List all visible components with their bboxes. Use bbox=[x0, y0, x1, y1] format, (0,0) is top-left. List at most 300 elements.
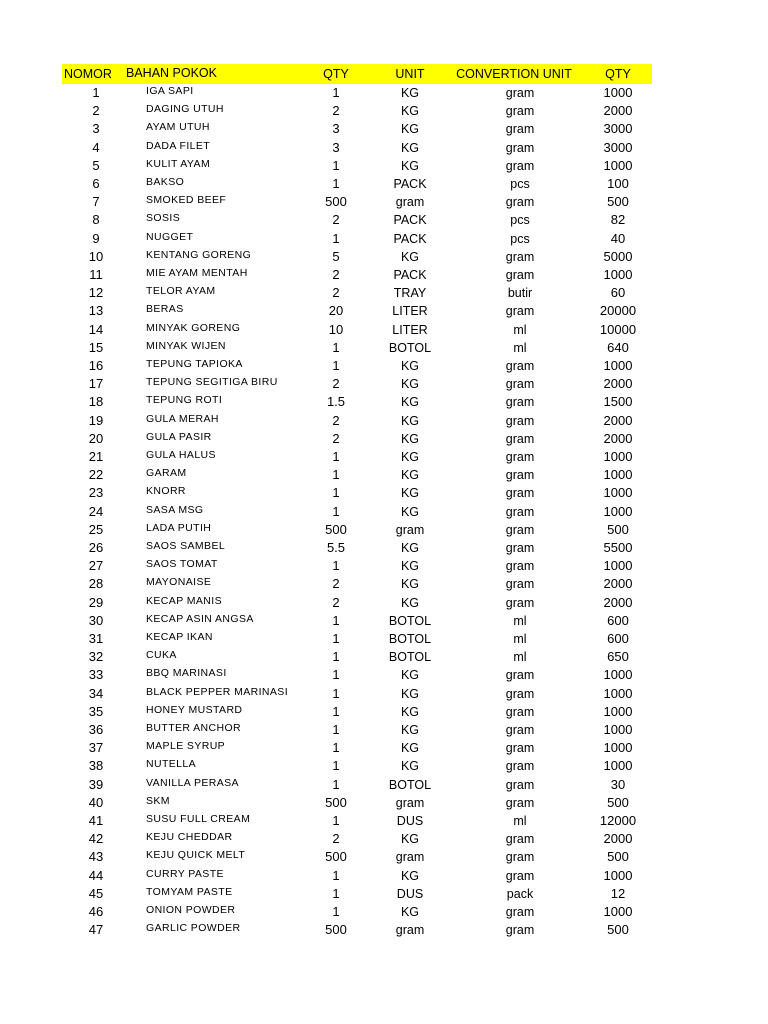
row-qty-converted: 2000 bbox=[603, 430, 633, 446]
row-qty: 1 bbox=[332, 667, 340, 683]
row-unit: KG bbox=[400, 595, 420, 610]
row-unit: KG bbox=[400, 504, 420, 519]
table-row bbox=[0, 757, 768, 775]
table-row bbox=[0, 557, 768, 575]
row-number: 36 bbox=[88, 722, 104, 737]
row-number: 10 bbox=[88, 248, 104, 264]
row-qty: 1 bbox=[332, 558, 340, 574]
row-number: 47 bbox=[88, 922, 104, 938]
row-qty-converted: 650 bbox=[607, 649, 629, 665]
row-number: 30 bbox=[88, 612, 104, 628]
row-item-name: NUTELLA bbox=[146, 758, 197, 771]
row-convertion-unit: ml bbox=[513, 632, 527, 646]
row-qty-converted: 1000 bbox=[603, 503, 633, 519]
row-convertion-unit: ml bbox=[513, 650, 527, 665]
row-number: 37 bbox=[88, 740, 104, 756]
row-unit: KG bbox=[400, 541, 420, 555]
row-item-name: SAOS SAMBEL bbox=[146, 540, 226, 552]
row-qty: 2 bbox=[332, 103, 340, 119]
header-qty: QTY bbox=[323, 67, 349, 81]
row-qty: 1 bbox=[332, 503, 340, 519]
header-unit: UNIT bbox=[395, 67, 425, 81]
row-convertion-unit: gram bbox=[505, 268, 535, 282]
row-unit: BOTOL bbox=[388, 632, 432, 646]
row-qty-converted: 60 bbox=[610, 285, 626, 301]
table-row bbox=[0, 448, 768, 466]
row-qty: 1 bbox=[332, 904, 340, 919]
row-unit: BOTOL bbox=[388, 650, 432, 665]
table-row bbox=[0, 339, 768, 357]
row-qty: 2 bbox=[332, 576, 340, 592]
row-qty-converted: 12000 bbox=[599, 813, 637, 828]
row-unit: KG bbox=[400, 122, 420, 137]
header-bahan-pokok: BAHAN POKOK bbox=[126, 66, 217, 80]
row-convertion-unit: gram bbox=[505, 431, 535, 446]
row-convertion-unit: butir bbox=[507, 286, 533, 301]
row-item-name: DAGING UTUH bbox=[146, 103, 224, 116]
row-number: 4 bbox=[92, 139, 100, 155]
table-row bbox=[0, 302, 768, 320]
row-item-name: SUSU FULL CREAM bbox=[146, 813, 251, 825]
row-qty: 500 bbox=[325, 194, 347, 210]
row-convertion-unit: gram bbox=[505, 486, 535, 501]
row-qty-converted: 2000 bbox=[603, 594, 633, 610]
row-number: 12 bbox=[88, 285, 104, 301]
header-row bbox=[62, 64, 652, 84]
row-qty-converted: 1000 bbox=[603, 467, 633, 483]
table-row bbox=[0, 539, 768, 557]
row-convertion-unit: gram bbox=[505, 577, 535, 592]
row-item-name: IGA SAPI bbox=[146, 85, 194, 97]
row-number: 38 bbox=[88, 758, 104, 774]
row-convertion-unit: gram bbox=[505, 504, 535, 519]
row-item-name: MINYAK WIJEN bbox=[146, 339, 226, 352]
row-convertion-unit: gram bbox=[505, 777, 535, 792]
row-number: 31 bbox=[88, 631, 104, 646]
row-number: 21 bbox=[88, 449, 104, 464]
row-number: 39 bbox=[88, 776, 104, 792]
row-qty-converted: 2000 bbox=[603, 576, 633, 592]
row-qty: 1 bbox=[332, 685, 340, 701]
row-qty-converted: 600 bbox=[607, 631, 629, 646]
row-convertion-unit: gram bbox=[505, 850, 535, 865]
row-qty-converted: 1000 bbox=[603, 558, 633, 574]
row-qty: 1 bbox=[332, 230, 340, 246]
row-qty: 1 bbox=[332, 649, 340, 665]
row-item-name: AYAM UTUH bbox=[146, 121, 210, 134]
row-unit: KG bbox=[400, 450, 420, 464]
row-qty-converted: 1000 bbox=[603, 685, 633, 701]
row-unit: KG bbox=[400, 86, 420, 100]
table-row bbox=[0, 739, 768, 757]
row-unit: KG bbox=[400, 486, 420, 501]
row-convertion-unit: gram bbox=[505, 359, 535, 373]
row-number: 20 bbox=[88, 430, 104, 446]
row-unit: KG bbox=[400, 140, 420, 155]
row-item-name: BUTTER ANCHOR bbox=[146, 722, 242, 734]
row-qty: 1 bbox=[332, 358, 340, 373]
row-unit: KG bbox=[400, 104, 420, 119]
table-row bbox=[0, 648, 768, 666]
row-qty: 1 bbox=[332, 157, 340, 173]
row-qty: 500 bbox=[325, 849, 347, 865]
row-unit: KG bbox=[400, 413, 420, 428]
row-qty: 1 bbox=[332, 703, 340, 719]
row-qty-converted: 3000 bbox=[603, 121, 633, 137]
row-convertion-unit: gram bbox=[505, 122, 535, 137]
row-item-name: TEPUNG TAPIOKA bbox=[146, 358, 243, 370]
row-qty: 500 bbox=[325, 922, 347, 938]
row-unit: KG bbox=[400, 686, 420, 701]
row-qty-converted: 1000 bbox=[603, 722, 633, 737]
row-number: 28 bbox=[88, 576, 104, 592]
row-unit: KG bbox=[400, 723, 420, 737]
row-qty-converted: 600 bbox=[607, 612, 629, 628]
table-row bbox=[0, 193, 768, 211]
row-convertion-unit: pack bbox=[506, 886, 534, 901]
row-qty: 1 bbox=[332, 467, 340, 483]
row-number: 3 bbox=[92, 121, 100, 137]
table-row bbox=[0, 612, 768, 630]
row-unit: gram bbox=[395, 923, 425, 938]
row-convertion-unit: gram bbox=[505, 104, 535, 119]
row-qty: 2 bbox=[332, 267, 340, 282]
row-unit: PACK bbox=[393, 213, 427, 228]
row-qty-converted: 1000 bbox=[603, 157, 633, 173]
row-qty-converted: 12 bbox=[610, 885, 626, 901]
row-qty: 10 bbox=[328, 321, 344, 337]
row-number: 7 bbox=[92, 194, 100, 210]
row-number: 5 bbox=[92, 157, 100, 173]
row-convertion-unit: gram bbox=[505, 905, 535, 919]
row-unit: gram bbox=[395, 522, 425, 537]
row-unit: KG bbox=[400, 905, 420, 919]
row-number: 15 bbox=[88, 339, 104, 355]
row-convertion-unit: gram bbox=[505, 868, 535, 883]
row-number: 1 bbox=[92, 85, 100, 100]
row-item-name: MAYONAISE bbox=[146, 576, 212, 589]
row-item-name: SASA MSG bbox=[146, 503, 204, 516]
row-unit: KG bbox=[400, 759, 420, 774]
row-qty: 5 bbox=[332, 248, 340, 264]
row-unit: KG bbox=[400, 158, 420, 173]
row-number: 23 bbox=[88, 485, 104, 501]
row-number: 40 bbox=[88, 794, 104, 810]
row-item-name: BLACK PEPPER MARINASI bbox=[146, 685, 289, 698]
row-unit: PACK bbox=[393, 268, 427, 282]
table-row bbox=[0, 102, 768, 120]
row-convertion-unit: gram bbox=[505, 395, 535, 410]
table-row bbox=[0, 248, 768, 266]
row-qty: 2 bbox=[332, 376, 340, 392]
row-item-name: TOMYAM PASTE bbox=[146, 885, 233, 898]
row-convertion-unit: gram bbox=[505, 795, 535, 810]
row-number: 42 bbox=[88, 831, 104, 847]
row-qty-converted: 5000 bbox=[603, 248, 633, 264]
row-qty: 1 bbox=[332, 885, 340, 901]
row-unit: gram bbox=[395, 195, 425, 210]
row-convertion-unit: pcs bbox=[510, 213, 530, 228]
row-item-name: KEJU QUICK MELT bbox=[146, 849, 246, 862]
table-row bbox=[0, 230, 768, 248]
row-convertion-unit: gram bbox=[505, 158, 535, 173]
row-item-name: CUKA bbox=[146, 649, 177, 662]
row-qty: 1 bbox=[332, 758, 340, 774]
row-item-name: LADA PUTIH bbox=[146, 521, 212, 534]
table-row bbox=[0, 321, 768, 339]
table-row bbox=[0, 375, 768, 393]
row-qty-converted: 2000 bbox=[603, 412, 633, 428]
row-qty: 1 bbox=[332, 449, 340, 464]
row-item-name: KECAP MANIS bbox=[146, 594, 222, 607]
row-number: 18 bbox=[88, 394, 104, 410]
row-qty-converted: 500 bbox=[607, 922, 629, 938]
row-unit: DUS bbox=[396, 814, 424, 828]
row-convertion-unit: gram bbox=[505, 595, 535, 610]
row-convertion-unit: gram bbox=[505, 522, 535, 537]
row-qty: 1 bbox=[332, 813, 340, 828]
row-unit: KG bbox=[400, 704, 420, 719]
row-item-name: KECAP ASIN ANGSA bbox=[146, 612, 254, 625]
row-convertion-unit: pcs bbox=[510, 177, 530, 191]
row-number: 22 bbox=[88, 467, 104, 483]
row-number: 2 bbox=[92, 103, 100, 119]
table-row bbox=[0, 812, 768, 830]
table-row bbox=[0, 466, 768, 484]
row-qty: 1 bbox=[332, 776, 340, 792]
row-number: 16 bbox=[88, 358, 104, 373]
row-qty-converted: 1000 bbox=[603, 667, 633, 683]
row-item-name: KULIT AYAM bbox=[146, 157, 211, 170]
header-qty-converted: QTY bbox=[605, 67, 631, 81]
row-convertion-unit: gram bbox=[505, 450, 535, 464]
row-number: 41 bbox=[88, 813, 104, 828]
row-qty-converted: 500 bbox=[607, 521, 629, 537]
table-row bbox=[0, 412, 768, 430]
row-number: 34 bbox=[88, 685, 104, 701]
row-convertion-unit: ml bbox=[513, 322, 527, 337]
row-number: 17 bbox=[88, 376, 104, 392]
row-number: 43 bbox=[88, 849, 104, 865]
row-convertion-unit: gram bbox=[505, 86, 535, 100]
row-qty: 1.5 bbox=[326, 394, 346, 410]
row-qty: 2 bbox=[332, 285, 340, 301]
row-number: 44 bbox=[88, 867, 104, 883]
table-row bbox=[0, 666, 768, 684]
row-convertion-unit: gram bbox=[505, 686, 535, 701]
row-convertion-unit: gram bbox=[505, 304, 535, 319]
row-number: 27 bbox=[88, 558, 104, 574]
row-qty-converted: 2000 bbox=[603, 831, 633, 847]
row-qty-converted: 1000 bbox=[603, 904, 633, 919]
row-qty-converted: 3000 bbox=[603, 139, 633, 155]
row-qty: 3 bbox=[332, 121, 340, 137]
row-unit: KG bbox=[400, 468, 420, 483]
row-convertion-unit: gram bbox=[505, 468, 535, 483]
row-unit: BOTOL bbox=[388, 613, 432, 628]
row-item-name: NUGGET bbox=[146, 230, 194, 243]
row-convertion-unit: gram bbox=[505, 195, 535, 210]
row-qty: 2 bbox=[332, 831, 340, 847]
row-qty-converted: 100 bbox=[607, 176, 629, 191]
row-convertion-unit: pcs bbox=[510, 231, 530, 246]
row-qty-converted: 1000 bbox=[603, 485, 633, 501]
row-item-name: GULA MERAH bbox=[146, 412, 219, 425]
table-row bbox=[0, 721, 768, 739]
row-convertion-unit: gram bbox=[505, 413, 535, 428]
table-row bbox=[0, 685, 768, 703]
table-row bbox=[0, 921, 768, 939]
row-unit: KG bbox=[400, 832, 420, 847]
row-unit: LITER bbox=[392, 304, 428, 319]
row-item-name: TEPUNG ROTI bbox=[146, 394, 223, 407]
row-qty: 1 bbox=[332, 85, 340, 100]
row-item-name: DADA FILET bbox=[146, 139, 211, 152]
row-item-name: VANILLA PERASA bbox=[146, 776, 239, 789]
row-qty: 1 bbox=[332, 631, 340, 646]
row-qty-converted: 500 bbox=[607, 849, 629, 865]
table-row bbox=[0, 594, 768, 612]
table-row bbox=[0, 120, 768, 138]
row-item-name: MIE AYAM MENTAH bbox=[146, 267, 248, 279]
row-qty: 500 bbox=[325, 521, 347, 537]
row-item-name: KNORR bbox=[146, 485, 186, 498]
row-qty-converted: 640 bbox=[607, 339, 629, 355]
table-row bbox=[0, 84, 768, 102]
row-unit: KG bbox=[400, 395, 420, 410]
row-convertion-unit: gram bbox=[505, 559, 535, 574]
row-number: 25 bbox=[88, 521, 104, 537]
row-qty-converted: 82 bbox=[610, 212, 626, 228]
row-qty-converted: 1500 bbox=[603, 394, 633, 410]
table-row bbox=[0, 867, 768, 885]
row-unit: BOTOL bbox=[388, 777, 432, 792]
row-item-name: TEPUNG SEGITIGA BIRU bbox=[146, 376, 278, 389]
row-convertion-unit: gram bbox=[505, 741, 535, 756]
table-row bbox=[0, 357, 768, 375]
table-row bbox=[0, 430, 768, 448]
row-item-name: BERAS bbox=[146, 303, 184, 316]
row-convertion-unit: gram bbox=[505, 923, 535, 938]
table-row bbox=[0, 175, 768, 193]
row-item-name: GULA HALUS bbox=[146, 449, 216, 461]
row-number: 46 bbox=[88, 904, 104, 919]
row-unit: LITER bbox=[392, 322, 428, 337]
row-convertion-unit: ml bbox=[513, 340, 527, 355]
row-qty-converted: 40 bbox=[610, 230, 626, 246]
row-number: 11 bbox=[89, 267, 103, 282]
row-convertion-unit: gram bbox=[505, 723, 535, 737]
row-item-name: BBQ MARINASI bbox=[146, 667, 227, 680]
table-row bbox=[0, 848, 768, 866]
row-qty-converted: 2000 bbox=[603, 376, 633, 392]
row-qty: 1 bbox=[332, 485, 340, 501]
table-row bbox=[0, 284, 768, 302]
row-qty: 1 bbox=[332, 612, 340, 628]
header-nomor: NOMOR bbox=[64, 67, 112, 81]
row-convertion-unit: gram bbox=[505, 541, 535, 555]
table-row bbox=[0, 521, 768, 539]
row-item-name: GULA PASIR bbox=[146, 430, 212, 443]
row-qty-converted: 1000 bbox=[603, 740, 633, 756]
table-row bbox=[0, 703, 768, 721]
row-item-name: CURRY PASTE bbox=[146, 867, 224, 880]
row-number: 45 bbox=[88, 885, 104, 901]
table-row bbox=[0, 794, 768, 812]
header-convertion-unit: CONVERTION UNIT bbox=[456, 67, 572, 81]
row-unit: KG bbox=[400, 668, 420, 683]
row-qty: 20 bbox=[328, 303, 344, 319]
row-item-name: GARAM bbox=[146, 467, 187, 480]
table-row bbox=[0, 830, 768, 848]
row-number: 8 bbox=[92, 212, 100, 228]
row-qty-converted: 20000 bbox=[599, 303, 637, 319]
row-item-name: MINYAK GORENG bbox=[146, 321, 241, 334]
row-unit: KG bbox=[400, 577, 420, 592]
row-unit: KG bbox=[400, 249, 420, 264]
row-item-name: GARLIC POWDER bbox=[146, 922, 241, 935]
row-item-name: KEJU CHEDDAR bbox=[146, 831, 233, 844]
row-qty-converted: 1000 bbox=[603, 267, 633, 282]
row-qty-converted: 500 bbox=[607, 794, 629, 810]
row-unit: gram bbox=[395, 795, 425, 810]
table-row bbox=[0, 575, 768, 593]
row-item-name: MAPLE SYRUP bbox=[146, 740, 226, 753]
row-qty-converted: 1000 bbox=[603, 85, 633, 100]
row-qty: 2 bbox=[332, 594, 340, 610]
row-qty-converted: 2000 bbox=[603, 103, 633, 119]
row-qty-converted: 1000 bbox=[603, 449, 633, 464]
row-qty-converted: 1000 bbox=[603, 703, 633, 719]
row-qty: 5.5 bbox=[326, 540, 346, 555]
row-qty: 1 bbox=[332, 722, 340, 737]
row-unit: KG bbox=[400, 868, 420, 883]
row-unit: BOTOL bbox=[388, 340, 432, 355]
row-convertion-unit: gram bbox=[505, 249, 535, 264]
table-row bbox=[0, 393, 768, 411]
row-unit: KG bbox=[400, 741, 420, 756]
row-convertion-unit: ml bbox=[513, 613, 527, 628]
row-number: 29 bbox=[88, 594, 104, 610]
row-convertion-unit: gram bbox=[505, 704, 535, 719]
row-item-name: SAOS TOMAT bbox=[146, 558, 218, 571]
row-item-name: KENTANG GORENG bbox=[146, 248, 252, 261]
row-convertion-unit: gram bbox=[505, 832, 535, 847]
row-item-name: SMOKED BEEF bbox=[146, 194, 227, 207]
table-row bbox=[0, 885, 768, 903]
row-item-name: ONION POWDER bbox=[146, 904, 236, 916]
row-unit: KG bbox=[400, 359, 420, 373]
row-qty: 1 bbox=[332, 740, 340, 756]
row-qty-converted: 500 bbox=[607, 194, 629, 210]
row-convertion-unit: gram bbox=[505, 377, 535, 392]
row-item-name: SOSIS bbox=[146, 212, 181, 225]
table-row bbox=[0, 630, 768, 648]
table-row bbox=[0, 776, 768, 794]
row-unit: KG bbox=[400, 377, 420, 392]
row-unit: DUS bbox=[396, 886, 424, 901]
row-number: 9 bbox=[92, 230, 100, 246]
row-unit: PACK bbox=[393, 231, 427, 246]
row-qty: 3 bbox=[332, 139, 340, 155]
row-qty-converted: 10000 bbox=[599, 321, 637, 337]
row-qty: 2 bbox=[332, 412, 340, 428]
row-item-name: HONEY MUSTARD bbox=[146, 703, 243, 716]
row-unit: TRAY bbox=[393, 286, 427, 301]
row-qty: 1 bbox=[332, 867, 340, 883]
table-row bbox=[0, 484, 768, 502]
row-convertion-unit: ml bbox=[513, 814, 527, 828]
